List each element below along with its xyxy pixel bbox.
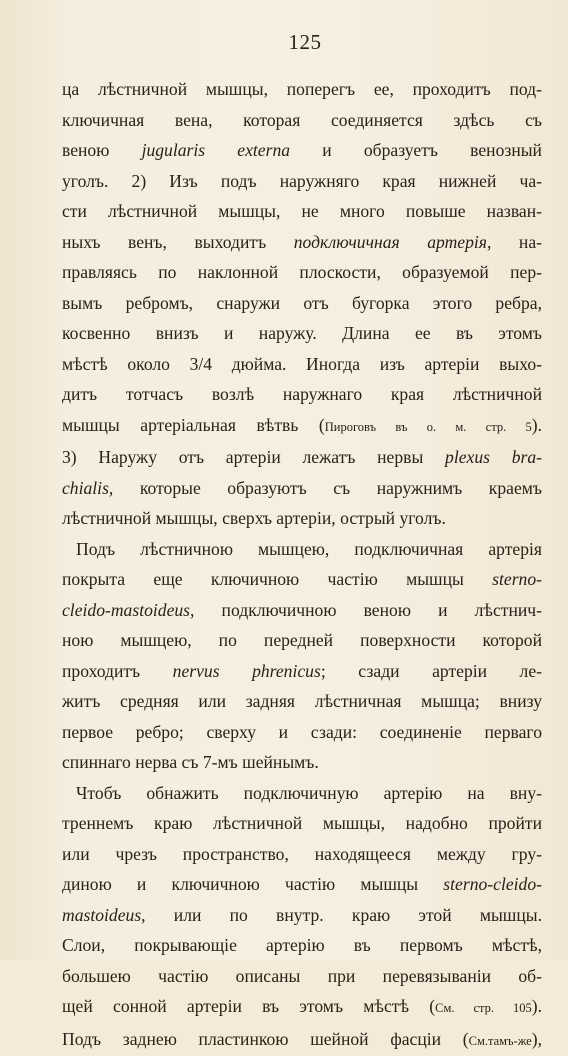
latin-term: sterno-	[492, 569, 542, 589]
text-run: , на-	[487, 232, 542, 252]
latin-term: jugularis externa	[142, 140, 291, 160]
text-run: покрыта еще ключичною частію мышцы	[62, 569, 492, 589]
text-line	[62, 410, 542, 443]
reference-note: Пироговъ въ о. м. стр. 5	[325, 420, 532, 434]
text-run: правляясь по наклонной плоскости, образуемой пер-	[62, 262, 542, 282]
text-run: ).	[532, 996, 542, 1016]
text-line	[62, 930, 542, 961]
latin-term: sterno-cleido-	[443, 874, 542, 894]
text-run: или чрезъ пространство, находящееся между гру-	[62, 844, 542, 864]
text-line	[62, 74, 542, 105]
text-line	[62, 318, 542, 349]
text-run: ).	[532, 415, 542, 435]
text-run: первое ребро; сверху и сзади: соединеніе перваго	[62, 722, 542, 742]
text-line	[62, 105, 542, 136]
text-run: веною	[62, 140, 142, 160]
text-run: спиннаго нерва съ 7-мъ шейнымъ.	[62, 752, 319, 772]
text-line	[62, 288, 542, 319]
text-line	[62, 778, 542, 809]
text-line	[62, 869, 542, 900]
text-run: 3) Наружу отъ артеріи лежатъ нервы	[62, 447, 445, 467]
text-line	[62, 349, 542, 380]
text-run: житъ средняя или задняя лѣстничная мышца; внизу	[62, 691, 542, 711]
page-number: 125	[62, 30, 542, 54]
reference-note: См. стр. 105	[435, 1001, 532, 1015]
text-run: ; сзади артеріи ле-	[321, 661, 542, 681]
latin-term: chialis,	[62, 478, 113, 498]
text-run: мѣстѣ около 3/4 дюйма. Иногда изъ артеріи выхо-	[62, 354, 542, 374]
text-line	[62, 166, 542, 197]
text-line	[62, 379, 542, 410]
reference-note: См.тамъ-же	[469, 1034, 532, 1048]
text-run: лѣстничной мышцы, сверхъ артеріи, острый уголъ.	[62, 508, 446, 528]
latin-term: подключичная артерія	[294, 232, 487, 252]
text-run: которые образуютъ съ наружнимъ краемъ	[113, 478, 542, 498]
latin-term: mastoideus	[62, 905, 141, 925]
text-line	[62, 991, 542, 1024]
text-line	[62, 747, 542, 778]
text-run: , или по внутр. краю этой мышцы.	[141, 905, 542, 925]
text-run: треннемъ краю лѣстничной мышцы, надобно пройти	[62, 813, 542, 833]
text-run: и образуетъ венозный	[290, 140, 542, 160]
latin-term: nervus phrenicus	[173, 661, 321, 681]
text-run: ныхъ венъ, выходитъ	[62, 232, 294, 252]
text-run: большею частію описаны при перевязываніи об-	[62, 966, 542, 986]
text-run: ключичная вена, которая соединяется здѣсь съ	[62, 110, 542, 130]
text-line	[62, 473, 542, 504]
text-run: Чтобъ обнажить подключичную артерію на вну-	[76, 783, 542, 803]
text-line	[62, 227, 542, 258]
latin-term: plexus bra-	[445, 447, 542, 467]
text-line	[62, 808, 542, 839]
text-run: Слои, покрывающіе артерію въ первомъ мѣстѣ,	[62, 935, 542, 955]
text-line	[62, 442, 542, 473]
text-line	[62, 961, 542, 992]
text-line	[62, 503, 542, 534]
text-run: вымъ ребромъ, снаружи отъ бугорка этого ребра,	[62, 293, 542, 313]
text-run: проходитъ	[62, 661, 173, 681]
text-line	[62, 534, 542, 565]
text-line	[62, 900, 542, 931]
text-line	[62, 257, 542, 288]
text-line	[62, 196, 542, 227]
text-line	[62, 595, 542, 626]
text-run: мышцы артеріальная вѣтвь (	[62, 415, 325, 435]
text-line	[62, 625, 542, 656]
latin-term: cleido-mastoideus,	[62, 600, 194, 620]
text-run: сти лѣстничной мышцы, не много повыше назван-	[62, 201, 542, 221]
text-line	[62, 686, 542, 717]
text-line	[62, 717, 542, 748]
text-run: Подъ заднею пластинкою шейной фасціи (	[62, 1029, 469, 1049]
text-run: Подъ лѣстничною мышцею, подключичная артерія	[76, 539, 542, 559]
text-run: ца лѣстничной мышцы, поперегъ ее, проходитъ под-	[62, 79, 542, 99]
text-run: ною мышцею, по передней поверхности которой	[62, 630, 542, 650]
text-line	[62, 1024, 542, 1056]
text-run: щей сонной артеріи въ этомъ мѣстѣ (	[62, 996, 435, 1016]
body-text	[62, 74, 542, 1056]
text-line	[62, 564, 542, 595]
text-run: диною и ключичною частію мышцы	[62, 874, 443, 894]
text-run: уголъ. 2) Изъ подъ наружняго края нижней ча-	[62, 171, 542, 191]
text-line	[62, 839, 542, 870]
text-run: подключичною веною и лѣстнич-	[194, 600, 542, 620]
text-line	[62, 135, 542, 166]
text-line	[62, 656, 542, 687]
text-run: косвенно внизъ и наружу. Длина ее въ этомъ	[62, 323, 542, 343]
text-run: дитъ тотчасъ возлѣ наружнаго края лѣстничной	[62, 384, 542, 404]
text-run: ),	[532, 1029, 542, 1049]
